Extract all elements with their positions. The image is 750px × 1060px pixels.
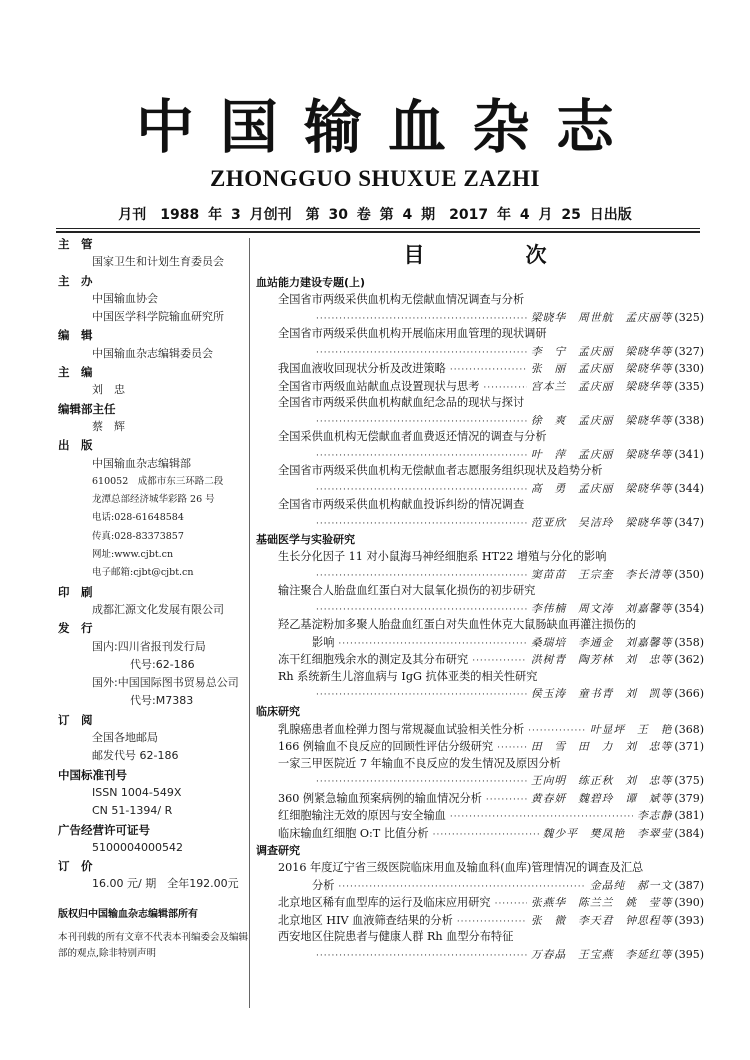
entry-author-line	[278, 514, 704, 532]
entry-title[interactable]: 360 例紧急输血预案病例的输血情况分析	[278, 791, 482, 805]
entry-author-line	[278, 634, 704, 652]
dot-leader	[433, 827, 539, 845]
info-heading: 印 刷	[58, 584, 93, 599]
journal-title-cn: 中国输血杂志	[135, 93, 640, 161]
dot-leader	[497, 740, 527, 758]
dot-leader	[472, 653, 527, 671]
entry-title[interactable]: 全国省市两级采供血机构献血纪念品的现状与探讨	[278, 396, 525, 409]
entry-title[interactable]: 输注聚合人胎盘血红蛋白对大鼠氧化损伤的初步研究	[278, 584, 536, 597]
entry-authors: 万春晶 王宝燕 李延红等	[530, 947, 673, 961]
info-heading: 广告经营许可证号	[58, 822, 150, 837]
entry-title-continued[interactable]: 影响	[312, 635, 335, 649]
entry-title[interactable]: 临床输血红细胞 O:T 比值分析	[278, 826, 429, 840]
toc-entry[interactable]	[256, 326, 704, 360]
masthead-info-column	[58, 235, 248, 962]
info-section	[58, 436, 248, 582]
toc-entry[interactable]	[256, 429, 704, 463]
entry-author-line	[278, 790, 704, 808]
toc-entry[interactable]	[256, 756, 704, 790]
entry-authors: 洪树青 陶芳林 刘 忠等	[530, 653, 673, 666]
entry-title[interactable]: 生长分化因子 11 对小鼠海马神经细胞系 HT22 增殖与分化的影响	[278, 550, 607, 563]
entry-author-line	[278, 309, 704, 327]
entry-title[interactable]: 全国省市两级采供血机构无偿献血情况调查与分析	[278, 293, 525, 306]
entry-page-number[interactable]: (338)	[674, 413, 704, 427]
entry-page-number[interactable]: (384)	[674, 826, 704, 840]
toc-entry[interactable]	[256, 738, 704, 756]
info-value: 国家卫生和计划生育委员会	[92, 255, 224, 269]
header-rule-thin	[56, 228, 700, 229]
entry-title[interactable]: 羟乙基淀粉加多聚人胎盘血红蛋白对失血性休克大鼠肠缺血再灌注损伤的	[278, 618, 637, 631]
entry-author-line	[278, 877, 704, 895]
info-value: 传真:028-83373857	[92, 530, 184, 542]
entry-authors: 范亚欣 吴洁玲 梁晓华等	[530, 515, 673, 529]
entry-title[interactable]: 全国省市两级采供血机构开展临床用血管理的现状调研	[278, 327, 547, 340]
entry-author-line	[278, 894, 704, 912]
entry-author-line	[278, 738, 704, 756]
info-value: 16.00 元/ 期 全年192.00元	[92, 877, 239, 891]
info-heading: 编 辑	[58, 328, 93, 343]
info-heading: 出 版	[58, 438, 93, 453]
entry-page-number[interactable]: (327)	[674, 344, 704, 358]
info-value: 代号:62-186	[130, 657, 195, 671]
entry-page-number[interactable]: (375)	[674, 774, 704, 787]
info-value: 代号:M7383	[130, 694, 194, 708]
entry-authors: 张 丽 孟庆丽 梁晓华等	[530, 362, 673, 375]
info-heading: 发 行	[58, 621, 93, 636]
info-section	[58, 400, 248, 437]
entry-page-number[interactable]: (362)	[674, 653, 704, 666]
entry-title[interactable]: Rh 系统新生儿溶血病与 IgG 抗体亚类的相关性研究	[278, 669, 538, 683]
entry-authors: 魏少平 樊凤艳 李翠莹	[542, 826, 673, 840]
entry-author-line	[278, 721, 704, 739]
toc-section-heading: 调查研究	[256, 844, 300, 857]
info-value: ISSN 1004-549X	[92, 785, 182, 799]
entry-title[interactable]: 全国省市两级采供血机构献血投诉纠纷的情况调查	[278, 498, 525, 511]
entry-authors: 李志静	[637, 809, 673, 822]
entry-title[interactable]: 北京地区稀有血型库的运行及临床应用研究	[278, 896, 491, 909]
dot-leader	[316, 948, 527, 966]
entry-title[interactable]: 乳腺癌患者血栓弹力图与常规凝血试验相关性分析	[278, 722, 525, 736]
copyright-note: 版权归中国输血杂志编辑部所有	[58, 908, 198, 920]
entry-page-number[interactable]: (379)	[674, 791, 704, 805]
toc-entry[interactable]	[256, 894, 704, 912]
toc-entry[interactable]	[256, 807, 704, 825]
entry-authors: 宫本兰 孟庆丽 梁晓华等	[530, 379, 673, 393]
masthead	[0, 93, 750, 224]
dot-leader	[495, 896, 527, 914]
entry-author-line	[278, 807, 704, 825]
info-value: 蔡 辉	[92, 419, 125, 433]
entry-page-number[interactable]: (371)	[674, 740, 704, 753]
toc-entry[interactable]	[256, 721, 704, 739]
info-heading: 编辑部主任	[58, 401, 116, 416]
entry-authors: 李伟楠 周文涛 刘嘉馨等	[530, 601, 673, 615]
info-heading: 订 价	[58, 859, 93, 874]
entry-author-line	[278, 912, 704, 930]
toc-entry[interactable]	[256, 790, 704, 808]
info-section	[58, 619, 248, 710]
entry-page-number[interactable]: (366)	[674, 687, 704, 700]
entry-page-number[interactable]: (344)	[674, 481, 704, 495]
entry-page-number[interactable]: (358)	[674, 635, 704, 649]
entry-page-number[interactable]: (347)	[674, 515, 704, 529]
entry-author-line	[278, 412, 704, 430]
info-value: 刘 忠	[92, 383, 125, 397]
journal-title-en: ZHONGGUO SHUXUE ZAZHI	[210, 166, 540, 191]
disclaimer-note: 本刊刊载的所有文章不代表本刊编委会及编辑部的观点,除非特别声明	[58, 931, 249, 959]
entry-page-number[interactable]: (325)	[674, 310, 704, 324]
entry-authors: 桑瑞培 李通金 刘嘉馨等	[530, 635, 673, 649]
info-section	[58, 363, 248, 400]
info-value: 中国医学科学院输血研究所	[92, 310, 224, 324]
info-value: 5100004000542	[92, 840, 183, 854]
info-section	[58, 235, 248, 272]
entry-page-number[interactable]: (393)	[674, 913, 704, 927]
entry-authors: 李 宁 孟庆丽 梁晓华等	[530, 344, 673, 358]
entry-author-line	[278, 651, 704, 669]
entry-authors: 窦苗苗 王宗奎 李长清等	[530, 567, 673, 581]
entry-authors: 叶显坪 王 艳	[589, 722, 673, 736]
toc-section-heading: 血站能力建设专题(上)	[256, 276, 366, 289]
info-heading: 主 管	[58, 237, 93, 251]
column-divider	[249, 238, 250, 1008]
entry-author-line	[278, 600, 704, 618]
info-section	[58, 326, 248, 363]
entry-authors: 张燕华 陈兰兰 姚 莹等	[530, 896, 673, 909]
toc-entry[interactable]	[256, 617, 704, 651]
entry-title-continued[interactable]: 分析	[312, 878, 335, 892]
info-heading: 主 编	[58, 365, 93, 380]
info-value: 中国输血杂志编辑委员会	[92, 346, 213, 360]
info-value: 中国输血杂志编辑部	[92, 456, 191, 470]
entry-title[interactable]: 北京地区 HIV 血液筛查结果的分析	[278, 913, 453, 927]
info-heading: 主 办	[58, 273, 93, 288]
toc-entry[interactable]	[256, 929, 704, 963]
toc-entry[interactable]	[256, 292, 704, 326]
entry-authors: 黄春妍 魏碧玲 谭 斌等	[530, 791, 673, 805]
entry-page-number[interactable]: (330)	[674, 362, 704, 375]
info-heading: 订 阅	[58, 712, 93, 727]
toc-entry[interactable]	[256, 463, 704, 497]
toc-entry[interactable]	[256, 378, 704, 396]
entry-author-line	[278, 446, 704, 464]
entry-authors: 梁晓华 周世航 孟庆丽等	[530, 310, 673, 324]
info-section	[58, 272, 248, 327]
entry-title[interactable]: 2016 年度辽宁省三级医院临床用血及输血科(血库)管理情况的调查及汇总	[278, 861, 644, 874]
entry-title[interactable]: 红细胞输注无效的原因与安全输血	[278, 809, 446, 822]
info-value: 中国输血协会	[92, 291, 158, 305]
entry-author-line	[278, 946, 704, 964]
entry-page-number[interactable]: (390)	[674, 896, 704, 909]
toc-entry[interactable]	[256, 825, 704, 843]
entry-author-line	[278, 825, 704, 843]
toc-entry[interactable]	[256, 912, 704, 930]
info-section	[58, 821, 248, 858]
toc-section-heading: 临床研究	[256, 704, 300, 718]
entry-authors: 王向明 练正秋 刘 忠等	[530, 774, 673, 787]
entry-authors: 高 勇 孟庆丽 梁晓华等	[530, 481, 673, 495]
toc-entry[interactable]	[256, 583, 704, 617]
info-section	[58, 857, 248, 894]
toc-entry[interactable]	[256, 549, 704, 583]
info-value: 国外:中国国际图书贸易总公司	[92, 676, 239, 690]
entry-page-number[interactable]: (395)	[674, 947, 704, 961]
entry-page-number[interactable]: (381)	[674, 809, 704, 822]
entry-title[interactable]: 冻干红细胞残余水的测定及其分布研究	[278, 653, 469, 666]
entry-title[interactable]: 全国采供血机构无偿献血者血费返还情况的调查与分析	[278, 430, 547, 443]
info-value: 电话:028-61648584	[92, 512, 184, 524]
entry-page-number[interactable]: (354)	[674, 601, 704, 615]
info-value: 全国各地邮局	[92, 731, 158, 745]
entry-authors: 侯玉涛 童书青 刘 凯等	[530, 687, 673, 700]
toc-section-heading: 基础医学与实验研究	[256, 533, 355, 546]
dot-leader	[316, 687, 527, 705]
info-value: 电子邮箱:cjbt@cjbt.cn	[92, 567, 194, 579]
entry-author-line	[278, 480, 704, 498]
entry-authors: 张 微 李天君 钟思程等	[530, 913, 673, 927]
entry-page-number[interactable]: (387)	[674, 878, 704, 892]
info-value: CN 51-1394/ R	[92, 804, 173, 818]
entry-title[interactable]: 西安地区住院患者与健康人群 Rh 血型分布特征	[278, 930, 514, 943]
entry-title[interactable]: 一家三甲医院近 7 年输血不良反应的发生情况及原因分析	[278, 756, 561, 770]
toc-title: 目 次	[403, 243, 587, 267]
toc-entry[interactable]	[256, 395, 704, 429]
info-value: 网址:www.cjbt.cn	[92, 549, 174, 561]
info-value: 邮发代号 62-186	[92, 749, 179, 763]
entry-authors: 徐 爽 孟庆丽 梁晓华等	[530, 413, 673, 427]
info-value: 国内:四川省报刊发行局	[92, 639, 206, 653]
info-value: 龙潭总部经济城华彩路 26 号	[92, 494, 215, 506]
entry-author-line	[278, 378, 704, 396]
info-section	[58, 766, 248, 821]
toc-entry[interactable]	[256, 360, 704, 378]
info-value: 610052 成都市东三环路二段	[92, 475, 224, 487]
table-of-contents	[256, 240, 704, 963]
toc-entry[interactable]	[256, 651, 704, 669]
toc-entry[interactable]	[256, 860, 704, 894]
entry-title[interactable]: 全国省市两级血站献血点设置现状与思考	[278, 379, 480, 393]
entry-author-line	[278, 772, 704, 790]
entry-authors: 田 雪 田 力 刘 忠等	[530, 740, 673, 753]
header-rule-thick	[56, 231, 700, 233]
entry-authors: 金晶纯 郝一文	[589, 878, 673, 892]
entry-authors: 叶 萍 孟庆丽 梁晓华等	[530, 447, 673, 461]
entry-page-number[interactable]: (350)	[674, 567, 704, 581]
entry-author-line	[278, 566, 704, 584]
toc-entry[interactable]	[256, 497, 704, 531]
entry-page-number[interactable]: (368)	[674, 722, 704, 736]
info-value: 成都汇源文化发展有限公司	[92, 602, 224, 616]
info-heading: 中国标准刊号	[58, 767, 127, 782]
entry-author-line	[278, 360, 704, 378]
entry-author-line	[278, 343, 704, 361]
entry-page-number[interactable]: (335)	[674, 379, 704, 393]
toc-entry[interactable]	[256, 669, 704, 703]
entry-page-number[interactable]: (341)	[674, 447, 704, 461]
entry-title[interactable]: 166 例输血不良反应的回顾性评估分级研究	[278, 740, 494, 753]
publication-info: 月刊 1988 年 3 月创刊 第 30 卷 第 4 期 2017 年 4 月 25 日出版	[118, 207, 632, 223]
entry-title[interactable]: 我国血液收回现状分析及改进策略	[278, 362, 446, 375]
info-section	[58, 583, 248, 620]
entry-author-line	[278, 685, 704, 703]
dot-leader	[486, 792, 527, 810]
entry-title[interactable]: 全国省市两级采供血机构无偿献血者志愿服务组织现状及趋势分析	[278, 464, 603, 477]
info-section	[58, 711, 248, 766]
